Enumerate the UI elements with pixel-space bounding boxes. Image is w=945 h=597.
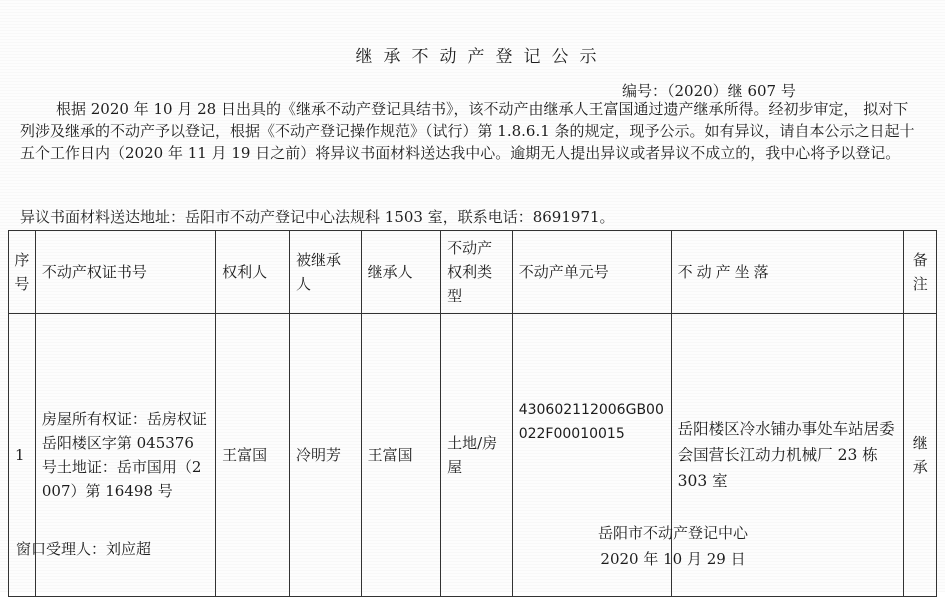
cell-type: 土地/房屋 bbox=[441, 314, 513, 597]
cell-no: 1 bbox=[9, 314, 36, 597]
cell-heir: 王富国 bbox=[361, 314, 440, 597]
cell-cert: 房屋所有权证：岳房权证岳阳楼区字第 045376 号土地证：岳市国用（2007）第 16498 号 bbox=[35, 314, 215, 597]
cell-location: 岳阳楼区冷水铺办事处车站居委会国营长江动力机械厂 23 栋 303 室 bbox=[671, 314, 904, 597]
header-holder: 权利人 bbox=[216, 231, 290, 314]
header-unit: 不动产单元号 bbox=[512, 231, 671, 314]
header-note: 备注 bbox=[904, 231, 937, 314]
issue-date: 2020 年 10 月 29 日 bbox=[600, 550, 746, 568]
notice-title: 继承不动产登记公示 bbox=[355, 47, 608, 67]
cell-unit: 430602112006GB00022F00010015 bbox=[512, 314, 671, 597]
header-no: 序号 bbox=[9, 231, 36, 314]
signature-block bbox=[598, 520, 748, 572]
notice-body: 根据 2020 年 10 月 28 日出具的《继承不动产登记具结书》，该不动产由继承人王富国通过遗产继承所得。经初步审定， 拟对下列涉及继承的不动产予以登记，根据《不动产登记操作规范》（试行）第 1.8.6.1 条的规定，现予公示。如有异议，请自本公示之日起十五个工作日内（2020 年 11 月 19 日之前）将异议书面材料送达我中心。逾期无人提出异议或者异议不成立的，我中心将予以登记。 bbox=[20, 100, 915, 162]
window-clerk: 窗口受理人：刘应超 bbox=[16, 540, 152, 558]
cell-deceased: 冷明芳 bbox=[289, 314, 361, 597]
header-cert: 不动产权证书号 bbox=[35, 231, 215, 314]
header-heir: 继承人 bbox=[361, 231, 440, 314]
header-type: 不动产权利类型 bbox=[441, 231, 513, 314]
issuer-name: 岳阳市不动产登记中心 bbox=[598, 524, 749, 542]
notice-number: 编号：（2020）继 607 号 bbox=[622, 82, 796, 100]
table-header-row bbox=[9, 231, 937, 314]
header-location: 不动产坐落 bbox=[671, 231, 904, 314]
cell-note: 继承 bbox=[904, 314, 937, 597]
objection-address: 异议书面材料送达地址：岳阳市不动产登记中心法规科 1503 室，联系电话：8691971。 bbox=[20, 208, 615, 226]
cell-holder: 王富国 bbox=[216, 314, 290, 597]
header-deceased: 被继承人 bbox=[289, 231, 361, 314]
